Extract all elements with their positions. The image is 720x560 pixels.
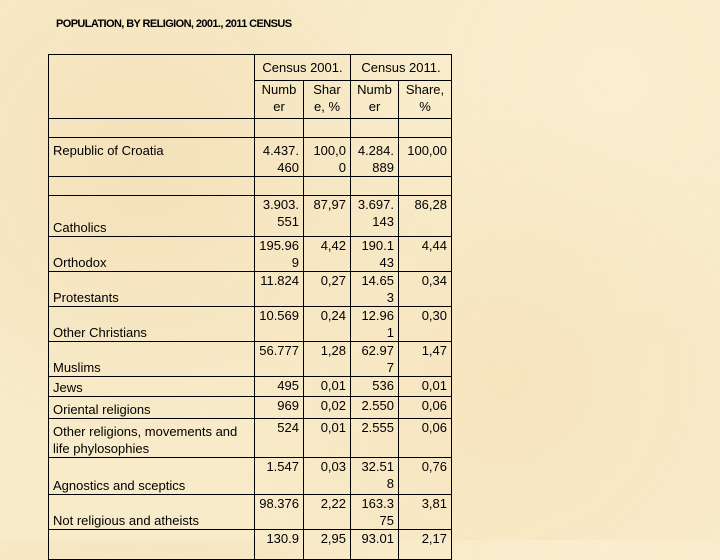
share-2011: 100,00 [399, 138, 452, 177]
table-row [49, 530, 452, 560]
number-2001: 10.569 [255, 307, 304, 342]
number-2001: 969 [255, 397, 304, 419]
table-row [49, 458, 452, 495]
share-2011: 1,47 [399, 342, 452, 377]
share-2001: 0,02 [304, 397, 351, 419]
number-2011: 163.375 [351, 495, 399, 530]
row-label: Oriental religions [49, 397, 255, 419]
table-row [49, 377, 452, 397]
number-2011: 32.518 [351, 458, 399, 495]
table-row [49, 307, 452, 342]
share-2011: 0,01 [399, 377, 452, 397]
row-label: Protestants [49, 272, 255, 307]
row-label: Other Christians [49, 307, 255, 342]
share-2001: 0,27 [304, 272, 351, 307]
row-label: Catholics [49, 196, 255, 237]
share-2001: 87,97 [304, 196, 351, 237]
share-2011: 3,81 [399, 495, 452, 530]
row-label: Republic of Croatia [49, 138, 255, 177]
row-label: Muslims [49, 342, 255, 377]
share-2001: 2,22 [304, 495, 351, 530]
share-2011: 0,34 [399, 272, 452, 307]
table-row [49, 138, 452, 177]
number-2011: 62.977 [351, 342, 399, 377]
number-header-2011: Number [351, 81, 399, 119]
number-2011: 2.550 [351, 397, 399, 419]
number-2011: 190.143 [351, 237, 399, 272]
table-row [49, 196, 452, 237]
table-row [49, 397, 452, 419]
table-row [49, 272, 452, 307]
share-2001: 2,95 [304, 530, 351, 560]
share-2011: 0,30 [399, 307, 452, 342]
number-2001: 495 [255, 377, 304, 397]
number-2001: 195.969 [255, 237, 304, 272]
number-2011: 536 [351, 377, 399, 397]
row-label: Not religious and atheists [49, 495, 255, 530]
row-label [49, 530, 255, 560]
empty-cell [49, 55, 255, 119]
share-2001: 100,00 [304, 138, 351, 177]
number-2001: 11.824 [255, 272, 304, 307]
number-2011: 12.961 [351, 307, 399, 342]
number-2001: 1.547 [255, 458, 304, 495]
number-2011: 93.01 [351, 530, 399, 560]
census-2001-header: Census 2001. [255, 55, 351, 81]
share-2001: 0,24 [304, 307, 351, 342]
share-2011: 86,28 [399, 196, 452, 237]
share-2011: 0,06 [399, 397, 452, 419]
number-2001: 98.376 [255, 495, 304, 530]
share-2001: 0,01 [304, 419, 351, 458]
number-2011: 2.555 [351, 419, 399, 458]
number-2001: 56.777 [255, 342, 304, 377]
header-row-census [49, 55, 452, 81]
row-label: Agnostics and sceptics [49, 458, 255, 495]
share-2011: 0,76 [399, 458, 452, 495]
page-title: POPULATION, BY RELIGION, 2001., 2011 CENSUS [56, 18, 292, 30]
census-2011-header: Census 2011. [351, 55, 452, 81]
table-row [49, 342, 452, 377]
number-header-2001: Number [255, 81, 304, 119]
share-header-2011: Share, % [399, 81, 452, 119]
share-2001: 1,28 [304, 342, 351, 377]
share-2001: 0,03 [304, 458, 351, 495]
share-2011: 2,17 [399, 530, 452, 560]
number-2001: 4.437.460 [255, 138, 304, 177]
share-2011: 4,44 [399, 237, 452, 272]
number-2011: 4.284.889 [351, 138, 399, 177]
share-2001: 0,01 [304, 377, 351, 397]
number-2001: 524 [255, 419, 304, 458]
table-row [49, 495, 452, 530]
table-row [49, 237, 452, 272]
row-label: Other religions, movements and life phylosophies [49, 419, 255, 458]
spacer-row [49, 177, 452, 196]
number-2011: 3.697.143 [351, 196, 399, 237]
religion-table [48, 54, 452, 560]
share-header-2001: Share, % [304, 81, 351, 119]
row-label: Orthodox [49, 237, 255, 272]
table-row [49, 419, 452, 458]
share-2001: 4,42 [304, 237, 351, 272]
spacer-row [49, 119, 452, 138]
row-label: Jews [49, 377, 255, 397]
number-2001: 3.903.551 [255, 196, 304, 237]
number-2011: 14.653 [351, 272, 399, 307]
share-2011: 0,06 [399, 419, 452, 458]
number-2001: 130.9 [255, 530, 304, 560]
